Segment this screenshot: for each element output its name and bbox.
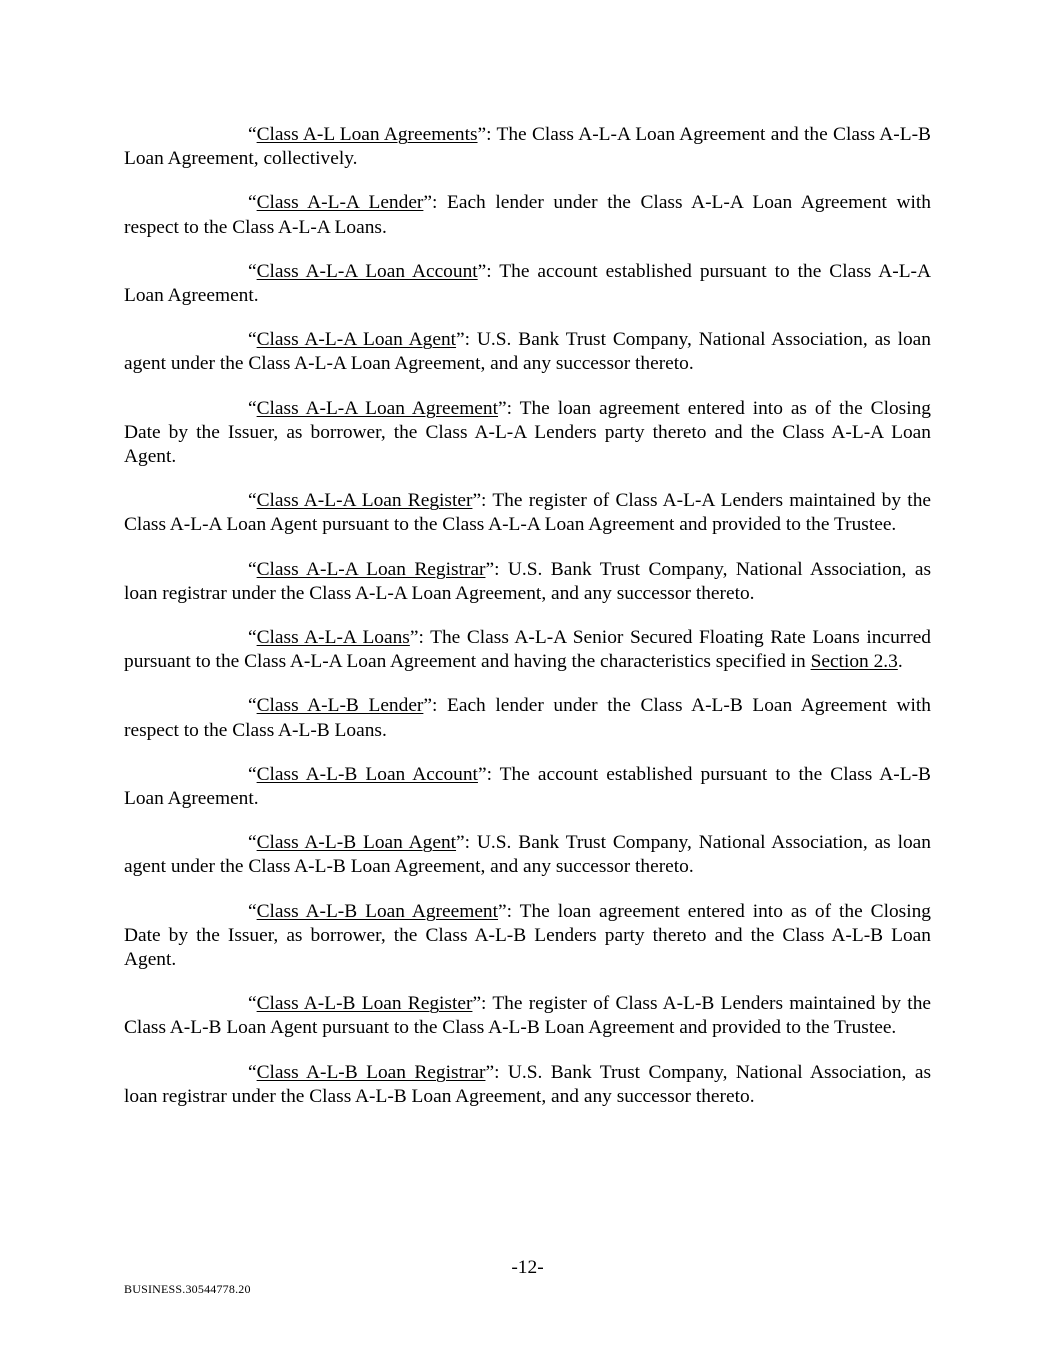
open-quote: “: [248, 993, 257, 1015]
definition-text: : The register of Class A-L-B Lenders maintained by the Class A-L-B Loan Agent pursuant to the Class A-L-B Loan Agreement and provided to the Trustee.: [124, 993, 931, 1039]
close-quote: ”: [498, 900, 507, 922]
definition-class-a-l-b-loan-agreement: [124, 900, 931, 973]
definition-class-a-l-a-loans: [124, 626, 931, 674]
defined-term: Class A-L-A Lender: [256, 192, 424, 214]
definition-text: : The account established pursuant to the Class A-L-A Loan Agreement.: [124, 260, 931, 307]
close-quote: ”: [498, 397, 507, 419]
document-id: BUSINESS.30544778.20: [124, 1282, 251, 1296]
open-quote: “: [248, 397, 257, 419]
close-quote: ”: [472, 993, 482, 1015]
open-quote: “: [248, 260, 257, 282]
defined-term: Class A-L Loan Agreements: [256, 124, 478, 145]
close-quote: ”: [423, 192, 432, 214]
open-quote: “: [248, 627, 257, 649]
close-quote: ”: [477, 763, 487, 785]
defined-term: Class A-L-A Loan Agent: [256, 329, 457, 351]
definition-text: : U.S. Bank Trust Company, National Association, as loan registrar under the Class A-L-A Loan Agreement, and any successor thereto.: [124, 558, 931, 604]
definition-class-a-l-a-lender: [124, 191, 931, 239]
close-quote: ”: [456, 832, 465, 854]
open-quote: “: [248, 763, 257, 785]
close-quote: ”: [485, 1061, 495, 1083]
open-quote: “: [248, 124, 257, 145]
definition-text: : U.S. Bank Trust Company, National Association, as loan agent under the Class A-L-A Loan Agreement, and any successor thereto.: [124, 329, 931, 375]
open-quote: “: [248, 329, 257, 351]
definition-tail: .: [897, 651, 903, 673]
definition-text: : The loan agreement entered into as of the Closing Date by the Issuer, as borrower, the Class A-L-B Lenders party thereto and the Class A-L-B Loan Agent.: [124, 900, 931, 971]
definition-class-a-l-loan-agreements: [124, 123, 931, 171]
section-cross-reference: Section 2.3: [810, 651, 898, 673]
defined-term: Class A-L-B Lender: [256, 695, 424, 717]
close-quote: ”: [409, 627, 419, 649]
definition-class-a-l-b-lender: [124, 694, 931, 742]
open-quote: “: [248, 900, 257, 922]
open-quote: “: [248, 490, 257, 512]
definition-class-a-l-a-loan-account: [124, 260, 931, 308]
defined-term: Class A-L-A Loans: [256, 627, 410, 649]
definition-class-a-l-a-loan-agent: [124, 328, 931, 376]
defined-term: Class A-L-A Loan Registrar: [256, 558, 486, 580]
definition-text: : The register of Class A-L-A Lenders maintained by the Class A-L-A Loan Agent pursuant to the Class A-L-A Loan Agreement and provided to the Trustee.: [124, 490, 931, 536]
definition-class-a-l-b-loan-registrar: [124, 1061, 931, 1109]
defined-term: Class A-L-A Loan Agreement: [256, 397, 499, 419]
defined-term: Class A-L-B Loan Register: [256, 993, 473, 1015]
document-page: [124, 123, 931, 1129]
defined-term: Class A-L-A Loan Account: [256, 260, 478, 282]
defined-term: Class A-L-B Loan Account: [256, 763, 478, 785]
definition-text: : The Class A-L-A Loan Agreement and the Class A-L-B Loan Agreement, collectively.: [124, 124, 931, 170]
defined-term: Class A-L-B Loan Agreement: [256, 900, 499, 922]
close-quote: ”: [472, 490, 482, 512]
definition-class-a-l-a-loan-register: [124, 489, 931, 537]
defined-term: Class A-L-B Loan Registrar: [256, 1061, 486, 1083]
definition-text: : U.S. Bank Trust Company, National Association, as loan registrar under the Class A-L-B Loan Agreement, and any successor thereto.: [124, 1061, 931, 1107]
defined-term: Class A-L-A Loan Register: [256, 490, 473, 512]
open-quote: “: [248, 1061, 257, 1083]
close-quote: ”: [477, 260, 487, 282]
open-quote: “: [248, 558, 257, 580]
close-quote: ”: [485, 558, 495, 580]
open-quote: “: [248, 832, 257, 854]
open-quote: “: [248, 192, 257, 214]
definition-class-a-l-a-loan-agreement: [124, 397, 931, 470]
definition-text: : Each lender under the Class A-L-A Loan Agreement with respect to the Class A-L-A Loans.: [124, 192, 931, 238]
open-quote: “: [248, 695, 257, 717]
close-quote: ”: [477, 124, 487, 145]
page-number: -12-: [511, 1257, 544, 1278]
definition-class-a-l-b-loan-agent: [124, 831, 931, 879]
definition-class-a-l-a-loan-registrar: [124, 558, 931, 606]
definition-text: : U.S. Bank Trust Company, National Association, as loan agent under the Class A-L-B Loan Agreement, and any successor thereto.: [124, 832, 931, 878]
close-quote: ”: [423, 695, 432, 717]
definition-text: : The loan agreement entered into as of the Closing Date by the Issuer, as borrower, the Class A-L-A Lenders party thereto and the Class A-L-A Loan Agent.: [124, 397, 931, 468]
definition-class-a-l-b-loan-account: [124, 763, 931, 811]
definition-text: : Each lender under the Class A-L-B Loan Agreement with respect to the Class A-L-B Loans.: [124, 695, 931, 741]
definition-text: : The account established pursuant to the Class A-L-B Loan Agreement.: [124, 763, 931, 810]
definition-class-a-l-b-loan-register: [124, 992, 931, 1040]
definition-text: : The Class A-L-A Senior Secured Floating Rate Loans incurred pursuant to the Class A-L-A Loan Agreement and having the characteristics specified in: [124, 627, 931, 673]
defined-term: Class A-L-B Loan Agent: [256, 832, 457, 854]
close-quote: ”: [456, 329, 465, 351]
